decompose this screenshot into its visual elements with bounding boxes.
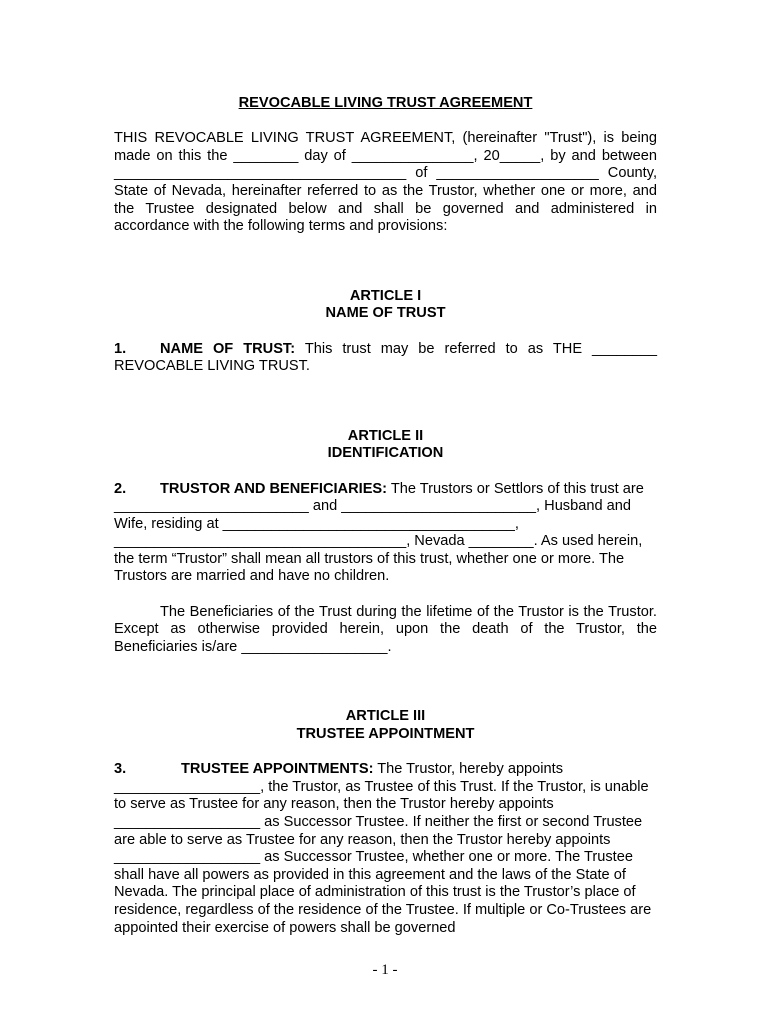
article-1-number: ARTICLE I — [349, 287, 422, 304]
section-1-number: 1. — [114, 340, 127, 357]
section-3-text: The Trustor, hereby appoints __________________, the Trustor, as Trustee of this Trust. If the Trustor, is unable to serve as Trustee for any reason, then the Trustor hereby appoints __________________ as Successor Trustee. If neither the first or second Trustee are able to serve as Trustee for any reason, then the Trustor hereby appoints __________________ as Successor Trustee, whether one or more. The Trustee shall have all powers as provided in this agreement and the laws of the State of Nevada. The principal place of administration of this trust is the Trustor’s place of residence, regardless of the residence of the Trustee. If multiple or Co-Trustees are appointed their exercise of powers shall be governed — [114, 761, 652, 936]
section-3-heading: TRUSTEE APPOINTMENTS: — [181, 761, 374, 778]
section-2-text: The Trustors or Settlors of this trust are ________________________ and ________________________, Husband and Wife, residing at ____________________________________, ____________________________________, Nevada ________. As used herein, the term “Trustor” shall mean all trustors of this trust, whether one or more. The Trustors are married and have no children. — [114, 480, 644, 585]
article-2-number: ARTICLE II — [347, 427, 424, 444]
section-1-heading: NAME OF TRUST: — [160, 340, 296, 357]
document-title: REVOCABLE LIVING TRUST AGREEMENT — [238, 95, 533, 111]
section-2-heading: TRUSTOR AND BENEFICIARIES: — [160, 480, 388, 497]
section-1-paragraph — [114, 341, 657, 376]
article-2-name: IDENTIFICATION — [327, 445, 444, 462]
beneficiaries-paragraph: The Beneficiaries of the Trust during the lifetime of the Trustor is the Trustor. Except as otherwise provided herein, upon the death of the Trustor, the Beneficiaries is/are __________________. — [114, 603, 657, 655]
section-3-paragraph — [114, 761, 657, 937]
section-2-number: 2. — [114, 480, 127, 497]
article-3-number: ARTICLE III — [345, 708, 426, 725]
document-body — [114, 95, 657, 937]
intro-paragraph: THIS REVOCABLE LIVING TRUST AGREEMENT, (hereinafter "Trust"), is being made on this the ________ day of _______________, 20_____, by and between ____________________________________ of ____________________ County, State of Nevada, hereinafter referred to as the Trustor, whether one or more, and the Trustee designated below and shall be governed and administered in accordance with the following terms and provisions: — [114, 130, 657, 235]
section-2-paragraph — [114, 481, 657, 587]
section-3-number: 3. — [114, 761, 127, 778]
section-1-text: This trust may be referred to as THE ________ REVOCABLE LIVING TRUST. — [114, 340, 657, 375]
page-number: - 1 - — [372, 962, 398, 978]
article-3-name: TRUSTEE APPOINTMENT — [296, 726, 475, 743]
article-1-name: NAME OF TRUST — [325, 305, 446, 322]
